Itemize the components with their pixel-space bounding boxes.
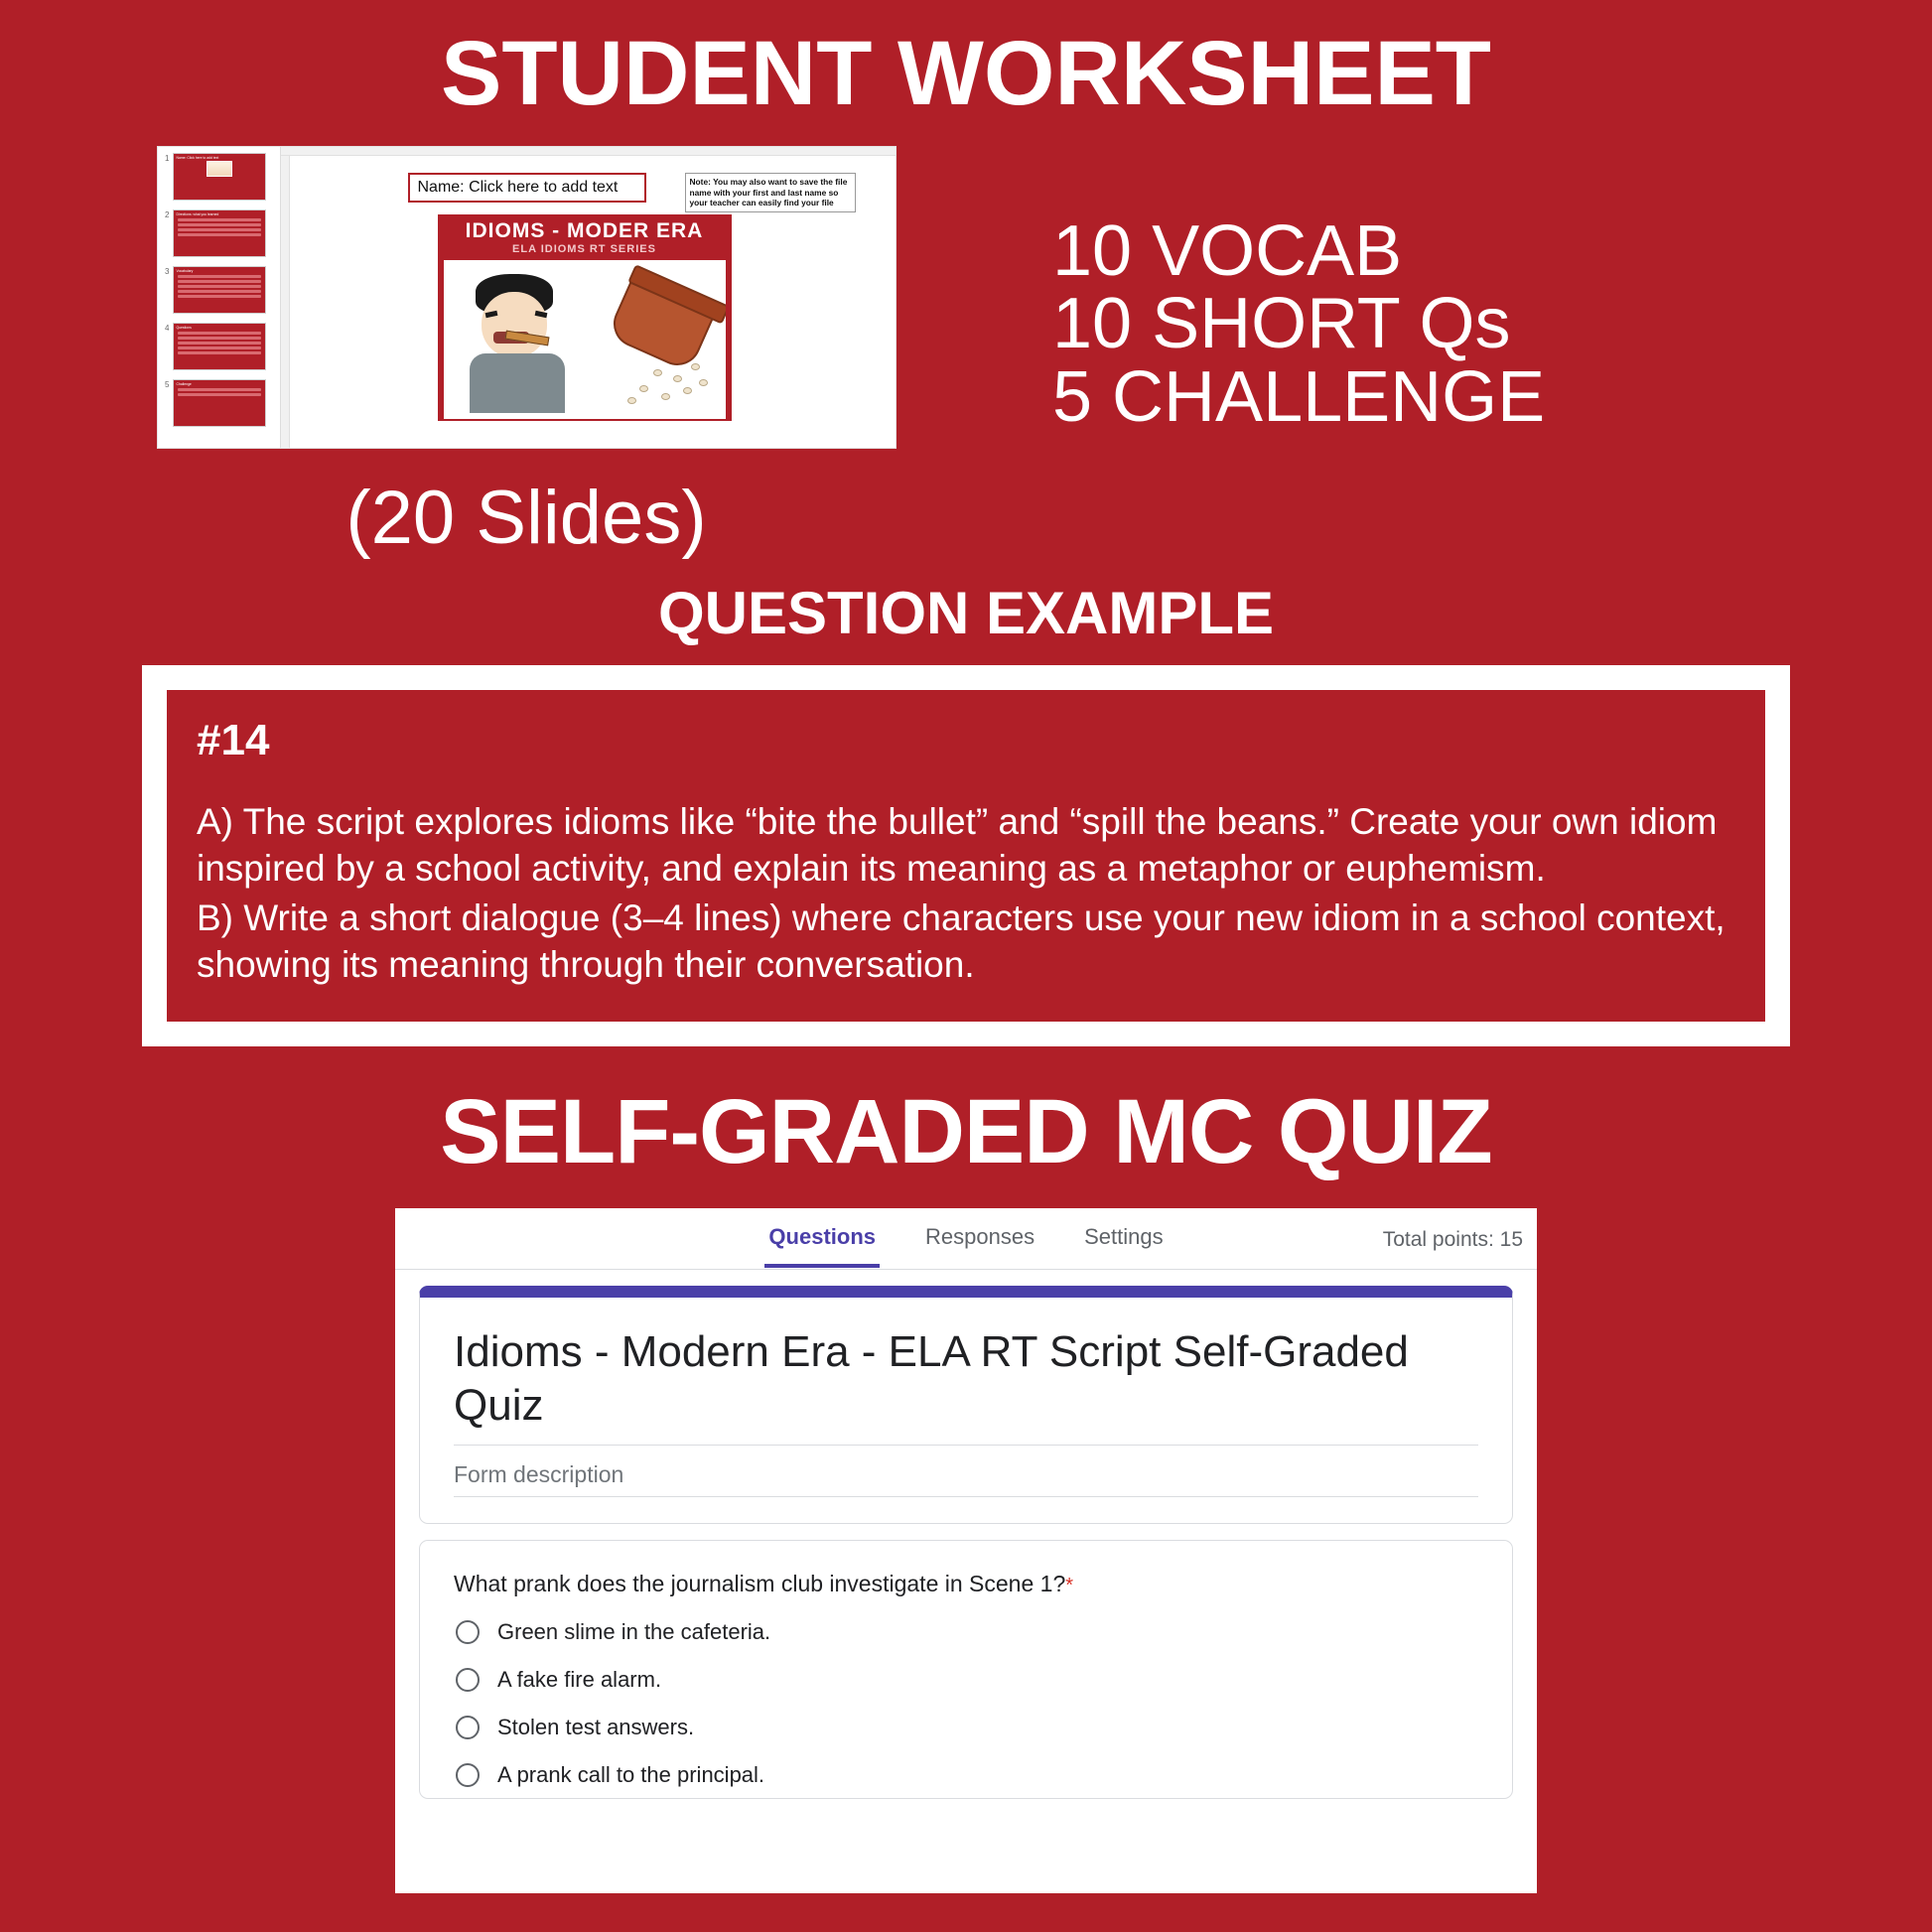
radio-button-icon[interactable] bbox=[456, 1620, 480, 1644]
thumb-label: Name: Click here to add text bbox=[176, 156, 219, 160]
list-item[interactable] bbox=[454, 1693, 1478, 1740]
thumb-number: 3 bbox=[165, 267, 170, 276]
thumb-text-lines bbox=[174, 273, 265, 300]
slide-thumbnail[interactable] bbox=[173, 379, 266, 427]
question-part-a: A) The script explores idioms like “bite the bullet” and “spill the beans.” Create your own idiom inspired by a school activity, and explain its meaning as a metaphor or euphemism. bbox=[197, 801, 1718, 889]
question-part-b: B) Write a short dialogue (3–4 lines) where characters use your new idiom in a school context, showing its meaning through their conversation. bbox=[197, 897, 1725, 985]
list-item[interactable] bbox=[162, 323, 276, 370]
question-number: #14 bbox=[197, 716, 270, 764]
thumb-text-lines bbox=[174, 330, 265, 356]
thumb-label: Directions: what you learned bbox=[176, 212, 219, 216]
form-description-input[interactable]: Form description bbox=[454, 1446, 1478, 1497]
slides-count-caption: (20 Slides) bbox=[345, 476, 707, 560]
count-short-questions: 10 SHORT Qs bbox=[1052, 284, 1511, 364]
option-label: A prank call to the principal. bbox=[497, 1761, 765, 1787]
radio-button-icon[interactable] bbox=[456, 1668, 480, 1692]
thumb-number: 1 bbox=[165, 154, 170, 163]
list-item[interactable] bbox=[162, 379, 276, 427]
worksheet-preview-section bbox=[0, 126, 1932, 561]
count-vocab: 10 VOCAB bbox=[1052, 211, 1403, 291]
question-example-heading: QUESTION EXAMPLE bbox=[657, 580, 1275, 646]
slide-thumbnail[interactable] bbox=[173, 323, 266, 370]
list-item[interactable] bbox=[454, 1597, 1478, 1645]
horizontal-ruler bbox=[281, 147, 896, 156]
slide-cartoon-image bbox=[444, 260, 726, 419]
form-title[interactable]: Idioms - Modern Era - ELA RT Script Self-Graded Quiz bbox=[454, 1325, 1478, 1445]
list-item[interactable] bbox=[454, 1740, 1478, 1788]
thumb-label: Vocabulary bbox=[176, 269, 194, 273]
thumb-image bbox=[207, 161, 232, 177]
slides-deck-screenshot bbox=[157, 146, 897, 449]
total-points-label: Total points: 15 bbox=[1382, 1228, 1523, 1252]
slide-thumbnail[interactable] bbox=[173, 266, 266, 314]
radio-button-icon[interactable] bbox=[456, 1716, 480, 1739]
slides-column bbox=[0, 146, 1052, 561]
thumb-number: 2 bbox=[165, 210, 170, 219]
slide-thumbnail[interactable] bbox=[173, 153, 266, 201]
question-label: What prank does the journalism club investigate in Scene 1? bbox=[454, 1570, 1066, 1596]
cartoon-character bbox=[462, 274, 571, 403]
list-item[interactable] bbox=[162, 209, 276, 257]
thumb-text-lines bbox=[174, 386, 265, 398]
vertical-ruler bbox=[281, 156, 290, 448]
slide-thumbnail[interactable] bbox=[173, 209, 266, 257]
current-slide[interactable] bbox=[400, 165, 862, 431]
list-item[interactable] bbox=[162, 153, 276, 201]
question-text bbox=[454, 1571, 1478, 1597]
required-asterisk: * bbox=[1065, 1574, 1074, 1596]
option-label: A fake fire alarm. bbox=[497, 1666, 662, 1692]
self-graded-heading: SELF-GRADED MC QUIZ bbox=[440, 1081, 1492, 1183]
form-tab-bar[interactable] bbox=[395, 1208, 1537, 1270]
slide-editor-canvas[interactable] bbox=[281, 147, 896, 448]
slide-subheading: ELA IDIOMS RT SERIES bbox=[512, 243, 656, 255]
tab-settings[interactable]: Settings bbox=[1084, 1223, 1164, 1249]
slide-heading: IDIOMS - MODER ERA bbox=[465, 219, 704, 242]
count-challenge: 5 CHALLENGE bbox=[1052, 356, 1546, 437]
list-item[interactable] bbox=[162, 266, 276, 314]
name-field[interactable]: Name: Click here to add text bbox=[408, 173, 646, 203]
cartoon-bean-pot bbox=[606, 270, 718, 372]
slide-title-block bbox=[436, 212, 734, 423]
thumb-text-lines bbox=[174, 216, 265, 238]
question-example-inner bbox=[162, 685, 1770, 1027]
thumb-number: 4 bbox=[165, 324, 170, 333]
slide-filmstrip[interactable] bbox=[158, 147, 281, 448]
tab-responses[interactable]: Responses bbox=[925, 1223, 1035, 1249]
option-label: Green slime in the cafeteria. bbox=[497, 1618, 771, 1644]
radio-button-icon[interactable] bbox=[456, 1763, 480, 1787]
feature-counts bbox=[1052, 146, 1546, 437]
thumb-label: Questions bbox=[176, 326, 192, 330]
form-header-card[interactable] bbox=[419, 1286, 1513, 1523]
option-label: Stolen test answers. bbox=[497, 1714, 695, 1739]
list-item[interactable] bbox=[454, 1645, 1478, 1693]
thumb-number: 5 bbox=[165, 380, 170, 389]
question-example-card bbox=[142, 665, 1790, 1046]
page-title: STUDENT WORKSHEET bbox=[441, 23, 1491, 124]
save-note: Note: You may also want to save the file name with your first and last name so your teacher can easily find your file bbox=[685, 173, 856, 212]
tab-questions[interactable]: Questions bbox=[764, 1210, 880, 1268]
form-question-card[interactable] bbox=[419, 1540, 1513, 1799]
google-form-screenshot[interactable] bbox=[395, 1208, 1537, 1893]
thumb-label: Challenge bbox=[176, 382, 192, 386]
